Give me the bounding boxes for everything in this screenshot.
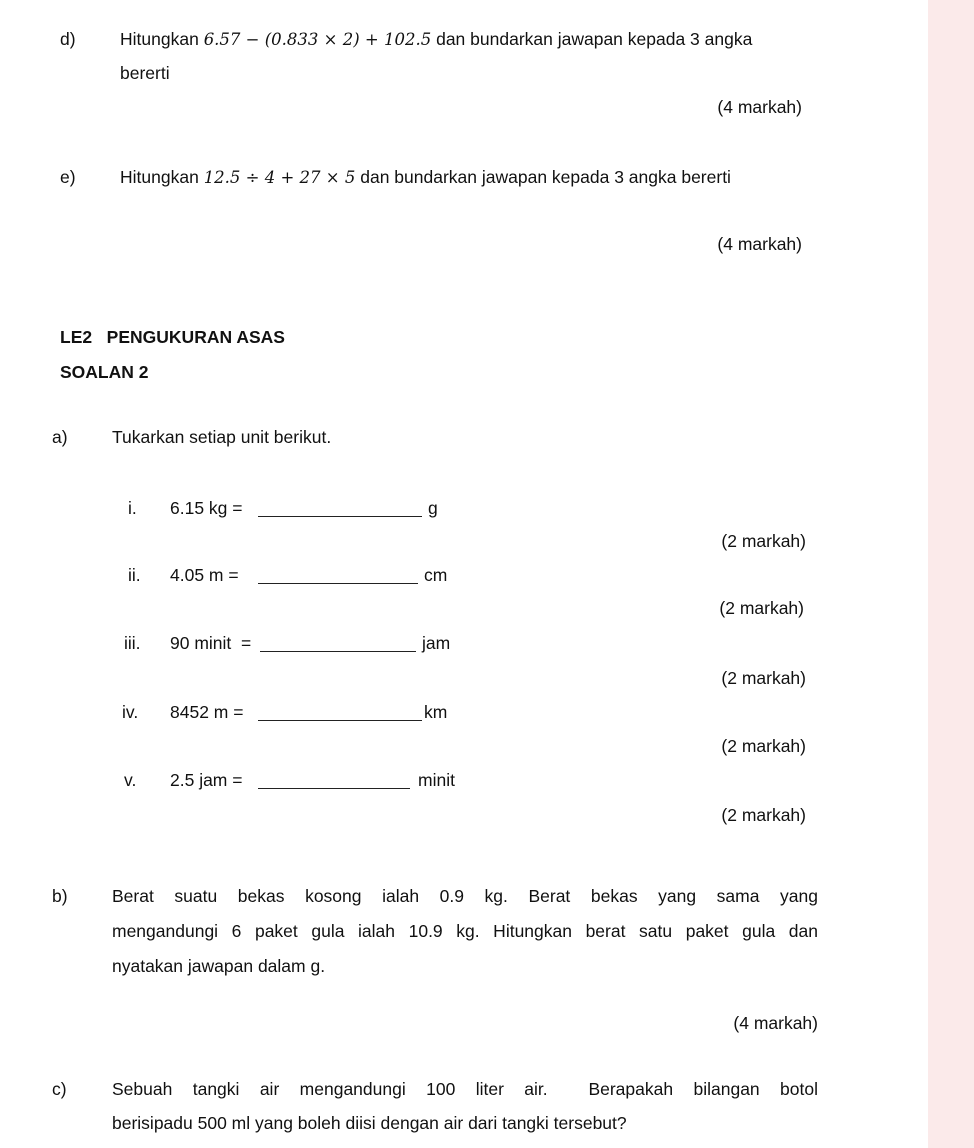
answer-blank[interactable] xyxy=(258,567,418,584)
part-b-marks: (4 markah) xyxy=(733,1013,818,1033)
question-d-text xyxy=(120,28,752,51)
item-marks: (2 markah) xyxy=(721,668,806,688)
item-question: 6.15 kg = xyxy=(170,498,243,518)
item-number: v. xyxy=(124,770,137,790)
answer-blank[interactable] xyxy=(260,635,416,652)
answer-blank[interactable] xyxy=(258,500,422,517)
question-e-expression: 12.5 ÷ 4 + 27 × 5 xyxy=(203,168,356,187)
item-question: 4.05 m = xyxy=(170,565,239,585)
question-d-expression: 6.57 − (0.833 × 2) + 102.5 xyxy=(203,30,432,49)
part-c-line: Sebuah tangki air mengandungi 100 liter air. Berapakah bilangan botol xyxy=(112,1079,818,1099)
part-b-line: nyatakan jawapan dalam g. xyxy=(112,956,326,976)
part-b-line: mengandungi 6 paket gula ialah 10.9 kg. Hitungkan berat satu paket gula dan xyxy=(112,921,818,941)
item-number: i. xyxy=(128,498,137,518)
answer-blank[interactable] xyxy=(258,772,410,789)
part-c-line: berisipadu 500 ml yang boleh diisi dengan air dari tangki tersebut? xyxy=(112,1113,627,1133)
question-e-label: e) xyxy=(60,167,76,187)
item-number: iii. xyxy=(124,633,141,653)
question-d-suffix: dan bundarkan jawapan kepada 3 angka xyxy=(436,29,753,49)
item-question: 90 minit = xyxy=(170,633,252,653)
item-marks: (2 markah) xyxy=(721,531,806,551)
question-number: SOALAN 2 xyxy=(60,362,149,382)
item-unit: jam xyxy=(422,633,451,653)
answer-blank[interactable] xyxy=(258,704,422,721)
item-marks: (2 markah) xyxy=(721,805,806,825)
item-marks: (2 markah) xyxy=(721,736,806,756)
page-margin-strip xyxy=(928,0,974,1148)
question-e-text xyxy=(120,166,731,189)
item-marks: (2 markah) xyxy=(719,598,804,618)
item-question: 8452 m = xyxy=(170,702,244,722)
part-a-label: a) xyxy=(52,427,68,447)
item-unit: km xyxy=(424,702,448,722)
item-question: 2.5 jam = xyxy=(170,770,243,790)
part-a-instruction: Tukarkan setiap unit berikut. xyxy=(112,427,332,447)
part-b-label: b) xyxy=(52,886,68,906)
section-title: LE2 PENGUKURAN ASAS xyxy=(60,327,285,347)
question-d-prefix: Hitungkan xyxy=(120,29,199,49)
question-d-line2: bererti xyxy=(120,63,170,83)
item-number: iv. xyxy=(122,702,139,722)
part-c-label: c) xyxy=(52,1079,67,1099)
item-number: ii. xyxy=(128,565,141,585)
item-unit: cm xyxy=(424,565,448,585)
item-unit: g xyxy=(428,498,438,518)
part-b-line: Berat suatu bekas kosong ialah 0.9 kg. Berat bekas yang sama yang xyxy=(112,886,818,906)
item-unit: minit xyxy=(418,770,455,790)
question-d-marks: (4 markah) xyxy=(717,97,802,117)
question-e-marks: (4 markah) xyxy=(717,234,802,254)
question-e-prefix: Hitungkan xyxy=(120,167,199,187)
question-d-label: d) xyxy=(60,29,76,49)
question-e-suffix: dan bundarkan jawapan kepada 3 angka bererti xyxy=(360,167,731,187)
